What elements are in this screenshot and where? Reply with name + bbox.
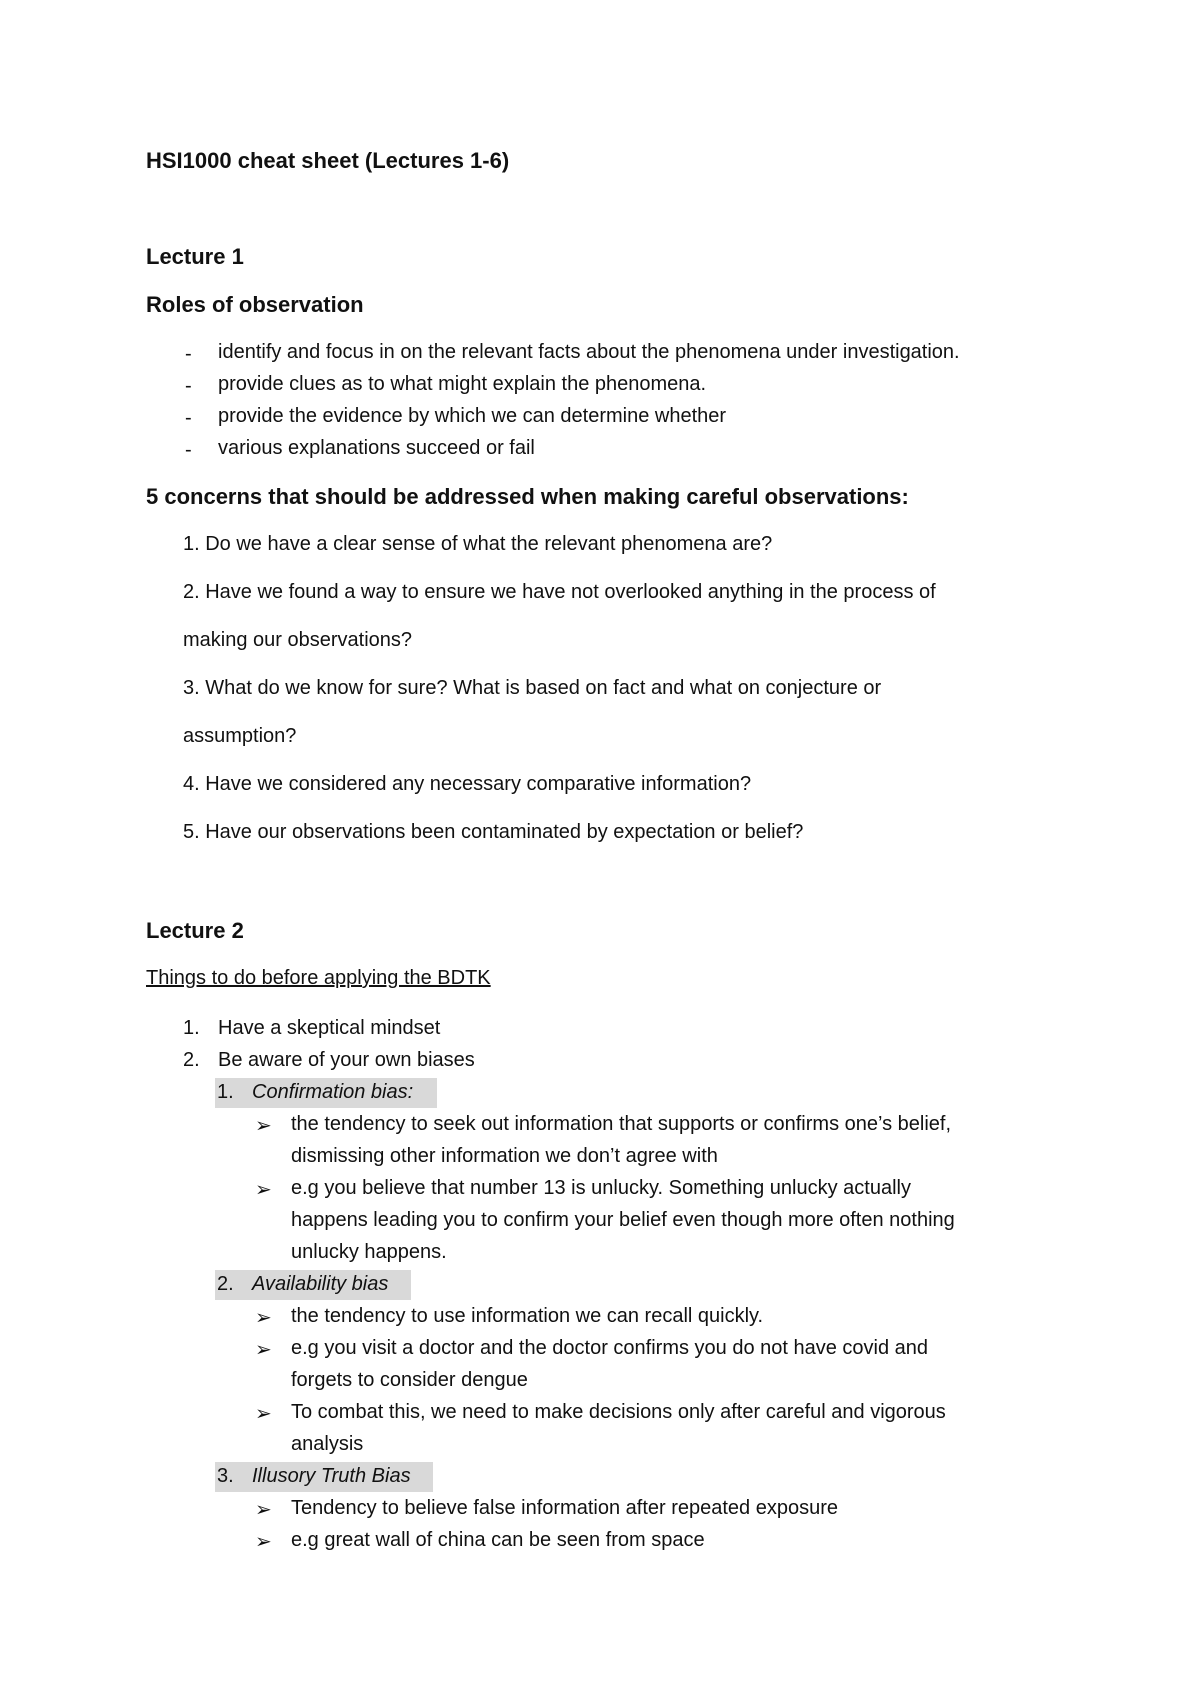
list-marker: - <box>185 343 192 365</box>
bias-number: 2. <box>217 1273 234 1295</box>
concern-line: 5. Have our observations been contaminated by expectation or belief? <box>183 821 804 843</box>
bdtk-heading: Things to do before applying the BDTK <box>146 967 491 989</box>
lecture-1-heading: Lecture 1 <box>146 244 244 269</box>
concern-line: making our observations? <box>183 629 413 651</box>
list-marker: - <box>185 407 192 429</box>
bias-detail: happens leading you to confirm your belief even though more often nothing <box>291 1209 955 1231</box>
bias-title: Illusory Truth Bias <box>252 1465 411 1487</box>
roles-heading: Roles of observation <box>146 292 364 317</box>
bias-detail: e.g great wall of china can be seen from space <box>291 1529 705 1551</box>
list-item: various explanations succeed or fail <box>218 437 535 459</box>
arrow-bullet-icon: ➢ <box>255 1179 272 1201</box>
bias-detail: the tendency to use information we can recall quickly. <box>291 1305 764 1327</box>
bias-detail: dismissing other information we don’t agree with <box>291 1145 718 1167</box>
list-marker: - <box>185 439 192 461</box>
concern-line: 2. Have we found a way to ensure we have not overlooked anything in the process of <box>183 581 936 603</box>
arrow-bullet-icon: ➢ <box>255 1307 272 1329</box>
concern-line: 3. What do we know for sure? What is based on fact and what on conjecture or <box>183 677 882 699</box>
bias-detail: Tendency to believe false information after repeated exposure <box>291 1497 839 1519</box>
bias-detail: unlucky happens. <box>291 1241 447 1263</box>
arrow-bullet-icon: ➢ <box>255 1531 272 1553</box>
list-item: provide the evidence by which we can determine whether <box>218 405 727 427</box>
concern-line: 1. Do we have a clear sense of what the relevant phenomena are? <box>183 533 773 555</box>
arrow-bullet-icon: ➢ <box>255 1403 272 1425</box>
bias-detail: analysis <box>291 1433 364 1455</box>
lecture-2-heading: Lecture 2 <box>146 918 244 943</box>
bdtk-item: Be aware of your own biases <box>218 1049 475 1071</box>
arrow-bullet-icon: ➢ <box>255 1115 272 1137</box>
concern-line: assumption? <box>183 725 297 747</box>
concerns-heading: 5 concerns that should be addressed when making careful observations: <box>146 484 909 509</box>
list-item: identify and focus in on the relevant facts about the phenomena under investigation. <box>218 341 960 363</box>
bdtk-item: Have a skeptical mindset <box>218 1017 441 1039</box>
document-title: HSI1000 cheat sheet (Lectures 1-6) <box>146 148 510 173</box>
list-item: provide clues as to what might explain the phenomena. <box>218 373 707 395</box>
bias-detail: the tendency to seek out information that supports or confirms one’s belief, <box>291 1113 951 1135</box>
bias-title: Confirmation bias: <box>252 1081 414 1103</box>
bdtk-item-number: 1. <box>183 1017 200 1039</box>
bias-detail: e.g you visit a doctor and the doctor confirms you do not have covid and <box>291 1337 929 1359</box>
bias-detail: e.g you believe that number 13 is unlucky. Something unlucky actually <box>291 1177 911 1199</box>
bias-number: 1. <box>217 1081 234 1103</box>
bias-title: Availability bias <box>252 1273 389 1295</box>
concern-line: 4. Have we considered any necessary comparative information? <box>183 773 752 795</box>
list-marker: - <box>185 375 192 397</box>
bias-number: 3. <box>217 1465 234 1487</box>
bdtk-item-number: 2. <box>183 1049 200 1071</box>
arrow-bullet-icon: ➢ <box>255 1339 272 1361</box>
arrow-bullet-icon: ➢ <box>255 1499 272 1521</box>
bias-detail: forgets to consider dengue <box>291 1369 528 1391</box>
bias-detail: To combat this, we need to make decisions only after careful and vigorous <box>291 1401 946 1423</box>
